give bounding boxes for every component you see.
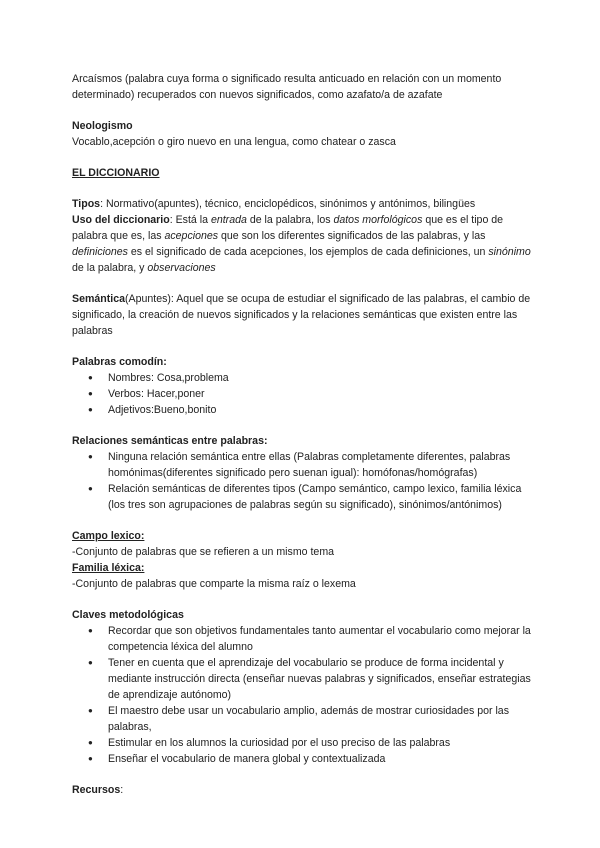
uso-text: de la palabra, los [246,214,334,226]
claves-list [72,623,534,767]
list-item: ● Relación semánticas de diferentes tipos (Campo semántico, campo lexico, familia léxica (los tres son agrupaciones de palabras según su significado), sinónimos/antónimos) [72,481,534,513]
diccionario-heading: EL DICCIONARIO [72,167,160,179]
uso-label: Uso del diccionario [72,214,170,226]
recursos-paragraph [72,782,534,798]
uso-term-entrada: entrada [210,214,247,226]
list-item: ● Recordar que son objetivos fundamentales tanto aumentar el vocabulario como mejorar la competencia léxica del alumno [72,623,534,655]
relaciones-list [72,449,534,513]
semantica-paragraph [72,291,534,339]
campo-text: -Conjunto de palabras que se refieren a un mismo tema [72,546,335,558]
list-item: ● Adjetivos:Bueno,bonito [72,402,534,418]
campo-heading: Campo lexico: [72,530,145,542]
neologismo-heading: Neologismo [72,120,133,132]
uso-term-sinonimo: sinónimo [488,246,531,258]
comodin-list [72,370,534,418]
relaciones-heading: Relaciones semánticas entre palabras: [72,435,268,447]
list-item: ● Tener en cuenta que el aprendizaje del vocabulario se produce de forma incidental y mediante instrucción directa (enseñar nuevas palabras y significados, enseñar estrategias de aprendizaje autónomo) [72,655,534,703]
list-item: ● Estimular en los alumnos la curiosidad por el uso preciso de las palabras [72,735,534,751]
familia-text: -Conjunto de palabras que comparte la misma raíz o lexema [72,578,356,590]
uso-text: que son los diferentes significados de las palabras, y las [218,230,486,242]
document-page [72,71,534,798]
tipos-text: : Normativo(apuntes), técnico, enciclopédicos, sinónimos y antónimos, bilingües [100,198,476,210]
uso-term-acepciones: acepciones [164,230,219,242]
uso-term-definiciones: definiciones [72,246,128,258]
semantica-text: (Apuntes): Aquel que se ocupa de estudiar el significado de las palabras, el cambio de significado, la creación de nuevos significados y la relaciones semánticas que existen entre las palabras [72,293,531,337]
uso-term-datos: datos morfológicos [333,214,423,226]
intro-paragraph: Arcaísmos (palabra cuya forma o significado resulta anticuado en relación con un momento determinado) recuperados con nuevos significados, como azafato/a de azafate [72,73,502,101]
recursos-suffix: : [120,784,124,796]
uso-text: es el significado de cada acepciones, los ejemplos de cada definiciones, un [127,246,489,258]
uso-paragraph [72,212,534,276]
recursos-label: Recursos [72,784,121,796]
uso-text: de la palabra, y [72,262,148,274]
tipos-label: Tipos [72,198,101,210]
tipos-paragraph [72,196,534,212]
list-item: ● Nombres: Cosa,problema [72,370,534,386]
neologismo-text: Vocablo,acepción o giro nuevo en una lengua, como chatear o zasca [72,136,396,148]
uso-text: que es el tipo de palabra que es, las [72,214,504,242]
claves-heading: Claves metodológicas [72,609,184,621]
uso-term-observaciones: observaciones [147,262,216,274]
list-item: ● El maestro debe usar un vocabulario amplio, además de mostrar curiosidades por las palabras, [72,703,534,735]
list-item: ● Ninguna relación semántica entre ellas (Palabras completamente diferentes, palabras homónimas(diferentes significado pero suenan igual): homófonas/homógrafas) [72,449,534,481]
uso-text: : Está la [169,214,211,226]
comodin-heading: Palabras comodín: [72,356,167,368]
list-item: ● Verbos: Hacer,poner [72,386,534,402]
list-item: ● Enseñar el vocabulario de manera global y contextualizada [72,751,534,767]
familia-heading: Familia léxica: [72,562,145,574]
semantica-label: Semántica [72,293,125,305]
